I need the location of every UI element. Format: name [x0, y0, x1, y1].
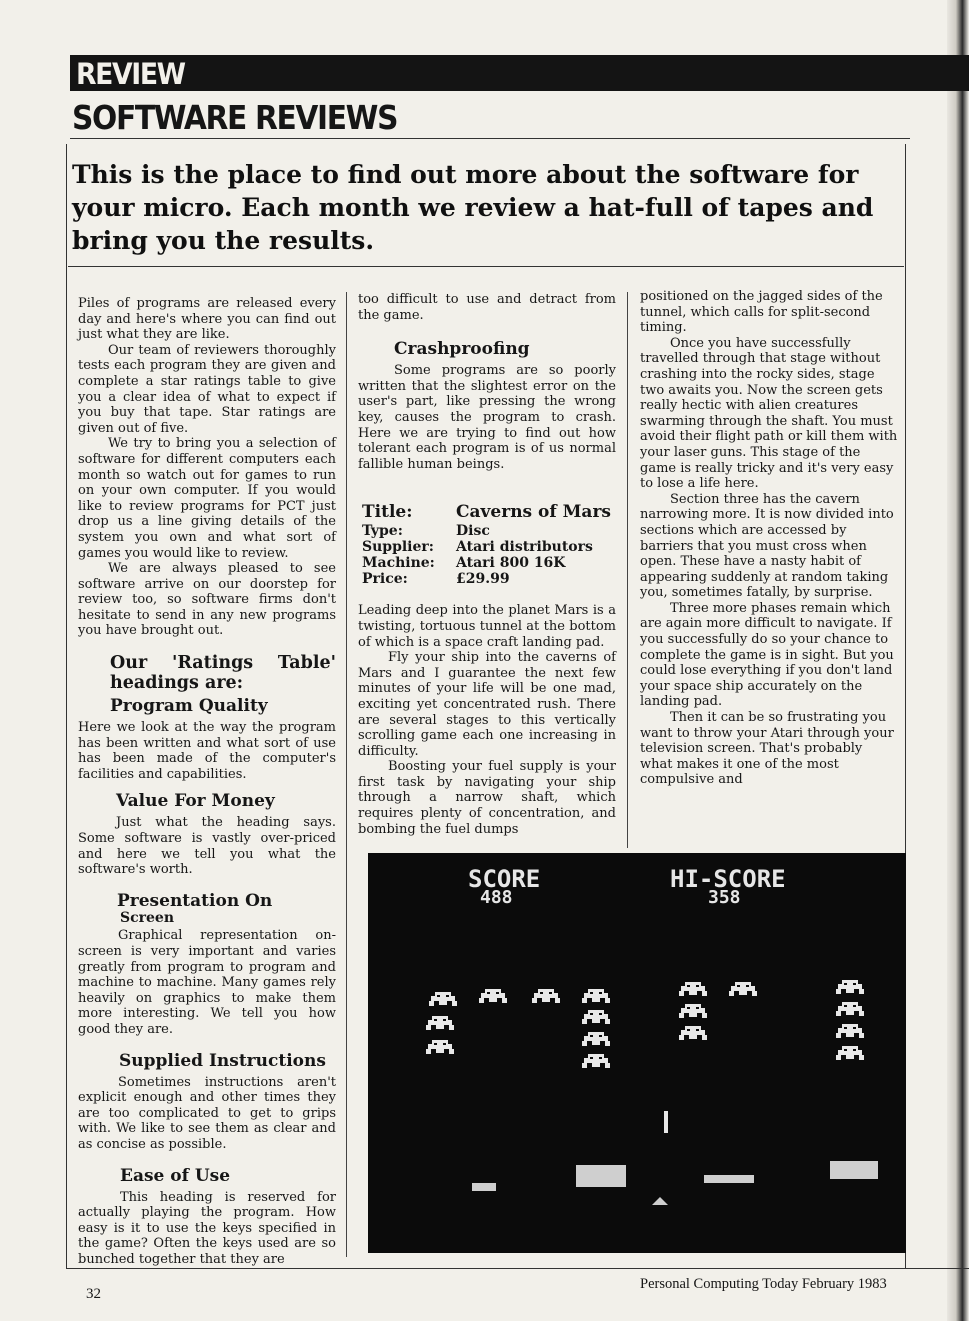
frame-left [66, 144, 67, 1268]
spec-key: Title: [362, 502, 413, 523]
spec-value: Caverns of Mars [456, 502, 611, 523]
fuel-dump [830, 1161, 878, 1179]
ratings-heading: Our 'Ratings Table' headings are: [110, 653, 336, 694]
column-1 [78, 296, 336, 1268]
spec-key: Price: [362, 571, 408, 588]
title-rule [70, 138, 910, 139]
paragraph: Just what the heading says. Some software is vastly over-priced and here we tell you what the software's worth. [78, 815, 336, 878]
spec-row-supplier [362, 539, 618, 555]
spec-value: £29.99 [456, 571, 510, 588]
paragraph: Some programs are so poorly written that the slightest error on the user's part, like pressing the wrong key, causes the program to crash. Here we are trying to find out how tolerant each program is of us normal fallible human beings. [358, 363, 616, 472]
column-divider [627, 292, 628, 848]
paragraph: too difficult to use and detract from the game. [358, 292, 616, 323]
paragraph: We try to bring you a selection of software for different computers each month so watch out for games to run on your own computer. If you would like to review programs for PCT just drop us a line giving details of the system you own and what sort of games you would like to review. [78, 436, 336, 561]
spec-row-title [362, 502, 618, 523]
paragraph: Leading deep into the planet Mars is a twisting, tortuous tunnel at the bottom of which is a space craft landing pad. [358, 603, 616, 650]
section-tag: REVIEW [76, 57, 185, 91]
magazine-footer: Personal Computing Today February 1983 [640, 1276, 887, 1292]
score-label: SCORE [468, 865, 541, 893]
paragraph: Section three has the cavern narrowing more. It is now divided into sections which are accessed by barriers that you must cross when open. These have a nasty habit of appearing suddenly at random taking you, sometimes fatally, by surprise. [640, 491, 894, 601]
intro-text: This is the place to find out more about the software for your micro. Each month we review a hat-full of tapes and bring you the results. [72, 160, 874, 255]
spec-key: Machine: [362, 555, 435, 572]
heading-supplied-instructions: Supplied Instructions [119, 1050, 326, 1071]
score-value: 488 [480, 887, 513, 908]
fuel-dump [472, 1183, 496, 1191]
paragraph: Graphical representation on-screen is very important and varies greatly from program to program and machine to machine. Many games rely heavily on graphics to make them more interesting. We tell you how good they are. [78, 928, 336, 1037]
spec-value: Atari 800 16K [456, 555, 566, 572]
column-2 [358, 292, 616, 837]
spec-key: Supplier: [362, 539, 434, 556]
spec-row-price [362, 571, 618, 587]
spec-value: Disc [456, 523, 490, 540]
game-screenshot [368, 853, 906, 1253]
paragraph: Here we look at the way the program has been written and what sort of use has been made of the computer's facilities and capabilities. [78, 720, 336, 782]
paragraph: Sometimes instructions aren't explicit enough and other times they are too complicated to get to grips with. We like to see them as clear and as concise as possible. [78, 1074, 336, 1152]
paragraph: Fly your ship into the caverns of Mars and I guarantee the next few minutes of your life will be one mad, exciting yet concentrated rush. There are several stages to this vertically scrolling game each one increasing in difficulty. [358, 650, 616, 759]
page-edge-shadow [947, 0, 969, 1321]
spec-value: Atari distributors [456, 539, 593, 556]
heading-value-for-money: Value For Money [116, 791, 275, 812]
hiscore-label: HI-SCORE [670, 865, 786, 893]
paragraph: Our team of reviewers thoroughly tests each program they are given and complete a star ratings table to give you a clear idea of what to expect if you buy that tape. Star ratings are given out of five. [78, 342, 336, 436]
spec-row-type [362, 523, 618, 539]
paragraph: Then it can be so frustrating you want to throw your Atari through your television screen. That's probably what makes it one of the most compulsive and [640, 710, 894, 788]
player-ship [652, 1197, 668, 1205]
paragraph: positioned on the jagged sides of the tunnel, which calls for split-second timing. [640, 289, 883, 336]
heading-crashproofing: Crashproofing [394, 339, 530, 360]
section-banner [70, 55, 969, 91]
laser-shot [664, 1111, 668, 1133]
fuel-dump [704, 1175, 754, 1183]
column-3 [640, 289, 898, 788]
heading-presentation: Presentation On [117, 890, 273, 911]
paragraph: Boosting your fuel supply is your first task by navigating your ship through a narrow shaft, which requires plenty of concentration, and bombing the fuel dumps [358, 759, 616, 837]
intro-rule [68, 266, 904, 267]
paragraph: Once you have successfully travelled through that stage without crashing into the rocky sides, stage two awaits you. Now the screen gets really hectic with alien creatures swarming through the shaft. You must avoid their flight path or kill them with your laser guns. This stage of the game is really tricky and it's very easy to lose a life here. [640, 335, 898, 492]
alien-formation [426, 980, 864, 1068]
hiscore-value: 358 [708, 887, 741, 908]
page-number: 32 [86, 1286, 101, 1302]
spec-row-machine [362, 555, 618, 571]
paragraph: Piles of programs are released every day and here's where you can find out just what they are like. [78, 296, 336, 343]
spec-key: Type: [362, 523, 403, 540]
game-screen-graphic [368, 853, 906, 1253]
heading-presentation-screen: Screen [120, 909, 175, 926]
game-spec-table [362, 502, 618, 587]
paragraph: Three more phases remain which are again more difficult to navigate. If you successfully do so your chance to complete the game is in sight. But you could lose everything if you don't land your space ship accurately on the landing pad. [640, 600, 894, 710]
paragraph: This heading is reserved for actually playing the program. How easy is it to use the keys specified in the game? Often the keys used are so bunched together that they are [78, 1189, 336, 1267]
heading-program-quality: Program Quality [110, 696, 268, 717]
fuel-dump [576, 1165, 626, 1187]
frame-bottom [66, 1268, 969, 1269]
column-divider [346, 292, 347, 1257]
paragraph: We are always pleased to see software arrive on our doorstep for review too, so software firms don't hesitate to send in any new programs you have brought out. [78, 561, 336, 639]
heading-ease-of-use: Ease of Use [120, 1165, 231, 1186]
page-title: SOFTWARE REVIEWS [72, 98, 398, 137]
